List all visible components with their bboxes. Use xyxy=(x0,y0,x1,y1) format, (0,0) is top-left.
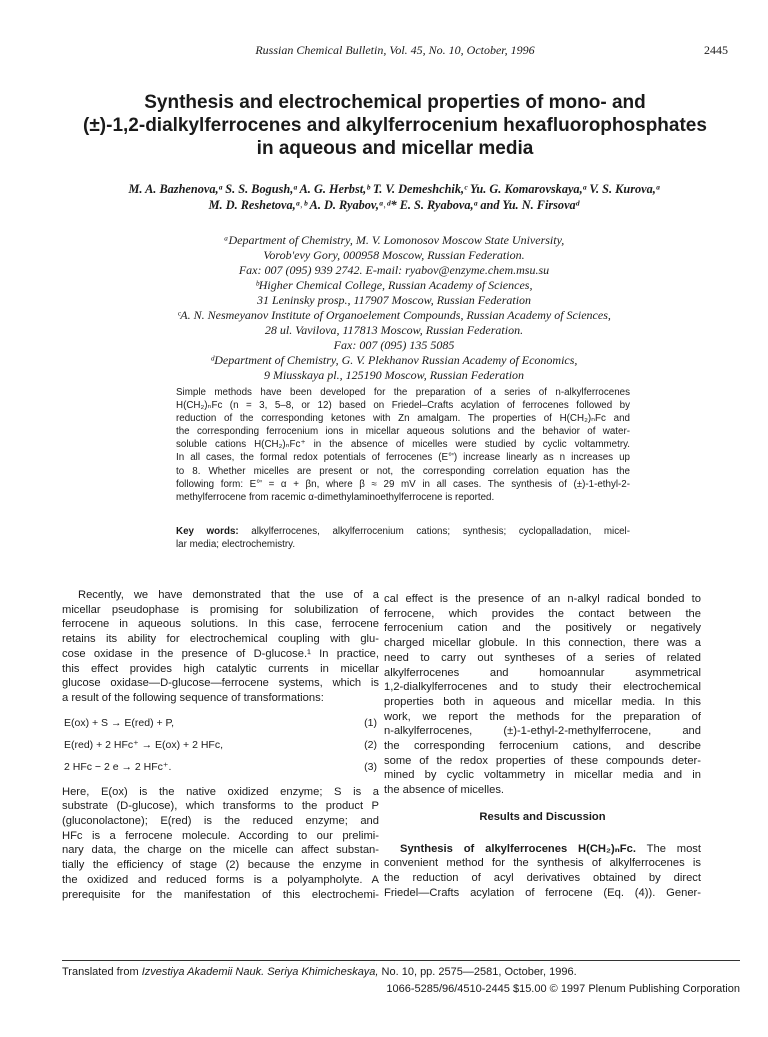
body-line: this effect provides high catalytic currents in micellar xyxy=(62,662,379,675)
affiliation-line: Fax: 007 (095) 939 2742. E-mail: ryabov@enzyme.chem.msu.su xyxy=(238,263,550,277)
body-line: cal effect is the presence of an n-alkyl radical bonded to xyxy=(384,593,701,605)
abstract-line: In all cases, the formal redox potentials of ferrocenes (E°') increase linearly as n increases up xyxy=(176,452,630,464)
affiliation-line: Vorob'evy Gory, 000958 Moscow, Russian Federation. xyxy=(263,248,525,262)
translation-note xyxy=(62,966,577,978)
translation-details: No. 10, pp. 2575—2581, October, 1996. xyxy=(381,966,577,978)
title-line: (±)-1,2-dialkylferrocenes and alkylferrocenium hexafluorophosphates xyxy=(83,115,707,136)
section-heading: Results and Discussion xyxy=(479,810,606,823)
body-line: alkylferrocenes and homoannular asymmetrical xyxy=(384,666,701,679)
affiliation-line: 28 ul. Vavilova, 117813 Moscow, Russian Federation. xyxy=(264,323,524,337)
abstract-line: H(CH₂)ₙFc (n = 3, 5–8, or 12) based on Friedel–Crafts acylation of ferrocenes followed by xyxy=(176,400,630,412)
body-line: tially the efficiency of stage (2) because the enzyme in xyxy=(62,859,379,872)
body-line: 1,2-dialkylferrocenes and to study their electrochemical xyxy=(384,681,701,694)
body-line: substrate (D-glucose), which transforms to the product P xyxy=(62,800,379,813)
body-line: n-alkylferrocenes, (±)-1-ethyl-2-methylferrocene, and xyxy=(384,725,701,738)
keywords-line-1 xyxy=(176,525,630,538)
body-line: glucose oxidase—D-glucose—ferrocene systems, which is xyxy=(62,677,379,690)
keywords xyxy=(176,525,630,551)
title-line: in aqueous and micellar media xyxy=(256,138,534,159)
body-line: cose oxidase in the presence of D-glucose.¹ In practice, xyxy=(62,647,379,660)
body-line: micellar pseudophase is promising for solubilization of xyxy=(62,603,379,616)
subsection-heading: Synthesis of alkylferrocenes H(CH₂)ₙFc. xyxy=(400,842,636,855)
body-line: work, we report the methods for the preparation of xyxy=(384,710,701,723)
abstract-line: Simple methods have been developed for the preparation of a series of n-alkylferrocenes xyxy=(176,387,630,398)
equation-1 xyxy=(62,712,379,734)
body-line: mined by cyclic voltammetry in micellar media and in xyxy=(384,769,701,782)
abstract-line: following form: E°' = α + βn, where β ≈ 29 mV in all cases. The synthesis of (±)-1-ethyl-2- xyxy=(176,478,630,490)
body-line xyxy=(384,842,701,857)
running-header xyxy=(62,43,728,59)
body-line: retains its ability for electrochemical coupling with glu- xyxy=(62,633,379,646)
equation-number: (2) xyxy=(364,738,377,751)
body-line: the corresponding ferrocenium cations, and describe xyxy=(384,740,701,753)
page-number: 2445 xyxy=(704,43,728,57)
translation-source: Izvestiya Akademii Nauk. Seriya Khimicheskaya, xyxy=(141,966,379,978)
body-line: Here, E(ox) is the native oxidized enzyme; S is a xyxy=(62,785,379,798)
abstract-line: reduction of the corresponding ketones with Zn amalgam. The properties of H(CH₂)ₙFc and xyxy=(176,413,630,425)
affiliation-line: 9 Miusskaya pl., 125190 Moscow, Russian Federation xyxy=(263,368,525,382)
authors-line: M. D. Reshetova,ᵃ˒ᵇ A. D. Ryabov,ᵃ˒ᵈ* E. S. Ryabova,ᵃ and Yu. N. Firsovaᵈ xyxy=(208,198,580,212)
body-line: (gluconolactone); E(red) is the reduced enzyme; and xyxy=(62,815,379,828)
left-column xyxy=(62,588,379,902)
affiliation-line: ᶜA. N. Nesmeyanov Institute of Organoelement Compounds, Russian Academy of Sciences, xyxy=(177,308,611,322)
equation-expression: E(red) + 2 HFc⁺ → E(ox) + 2 HFc, xyxy=(64,738,223,751)
body-line: ferrocene in aqueous solutions. In this case, ferrocene xyxy=(62,618,379,631)
body-line: a result of the following sequence of transformations: xyxy=(62,691,324,704)
body-line: nary data, the charge on the micelle can affect substan- xyxy=(62,844,379,857)
body-line: the oxidized and reduced forms is a polyampholyte. A xyxy=(62,873,379,886)
body-line: HFc is a ferrocene molecule. According to our prelimi- xyxy=(62,829,379,842)
article-title xyxy=(70,91,720,160)
body-text: The most xyxy=(646,842,701,855)
equation-number: (3) xyxy=(364,760,377,773)
body-line: convenient method for the synthesis of alkylferrocenes is xyxy=(384,857,701,870)
keywords-line-2: lar media; electrochemistry. xyxy=(176,539,296,551)
body-line: ferrocene, which provides the contact between the xyxy=(384,607,701,620)
title-line: Synthesis and electrochemical properties of mono- and xyxy=(144,92,646,113)
equation-expression: E(ox) + S → E(red) + P, xyxy=(64,716,175,729)
body-line: need to carry out syntheses of a series of related xyxy=(384,651,701,664)
translation-prefix: Translated from xyxy=(62,966,139,978)
affiliation-line: 31 Leninsky prosp., 117907 Moscow, Russian Federation xyxy=(256,293,532,307)
body-line: properties both in aqueous and micellar media. In this xyxy=(384,695,701,708)
body-line: the absence of micelles. xyxy=(384,784,505,797)
abstract-line: to 8. Whether micelles are present or not, the corresponding correlation equation has the xyxy=(176,465,630,477)
authors-line: M. A. Bazhenova,ᵃ S. S. Bogush,ᵃ A. G. Herbst,ᵇ T. V. Demeshchik,ᶜ Yu. G. Komarovskaya,ᵃ V. S. Kurova,ᵃ xyxy=(128,182,660,196)
journal-citation: Russian Chemical Bulletin, Vol. 45, No. 10, October, 1996 xyxy=(255,43,535,57)
affiliation-line: ᵃDepartment of Chemistry, M. V. Lomonosov Moscow State University, xyxy=(223,233,565,247)
abstract xyxy=(176,386,630,504)
equation-block xyxy=(62,712,379,778)
footer-divider xyxy=(62,960,740,961)
keywords-text: alkylferrocenes, alkylferrocenium cations; synthesis; cyclopalladation, micel- xyxy=(251,526,630,537)
equation-expression: 2 HFc − 2 e → 2 HFc⁺. xyxy=(64,760,172,773)
abstract-line: methylferrocene from racemic α-dimethylaminoethylferrocene is reported. xyxy=(176,491,495,503)
abstract-line: the corresponding ferrocenium ions in micellar aqueous solutions and the behavior of water- xyxy=(176,426,630,438)
equation-2 xyxy=(62,734,379,756)
affiliation-line: ᵈDepartment of Chemistry, G. V. Plekhanov Russian Academy of Economics, xyxy=(210,353,578,367)
affiliations xyxy=(60,233,728,383)
author-list xyxy=(60,181,728,213)
body-line: charged micellar globule. In this connection, there was a xyxy=(384,637,701,650)
affiliation-line: Fax: 007 (095) 135 5085 xyxy=(333,338,455,352)
copyright-line: 1066-5285/96/4510-2445 $15.00 © 1997 Plenum Publishing Corporation xyxy=(386,983,740,995)
body-line: prerequisite for the manifestation of this electrochemi- xyxy=(62,888,379,901)
equation-3 xyxy=(62,756,379,778)
abstract-line: soluble cations H(CH₂)ₙFc⁺ in the absence of micelles were studied by cyclic voltammetry. xyxy=(176,439,630,451)
body-line: ferrocenium cation and the positively or negatively xyxy=(384,622,701,635)
body-line: the reduction of acyl derivatives obtained by direct xyxy=(384,871,701,884)
right-column xyxy=(384,592,701,900)
body-line: some of the redox properties of these compounds deter- xyxy=(384,754,701,767)
body-line: Friedel—Crafts acylation of ferrocene (Eq. (4)). Gener- xyxy=(384,886,701,899)
affiliation-line: ᵇHigher Chemical College, Russian Academy of Sciences, xyxy=(255,278,533,292)
keywords-label: Key words: xyxy=(176,526,239,537)
equation-number: (1) xyxy=(364,716,377,729)
body-line: Recently, we have demonstrated that the use of a xyxy=(78,589,379,601)
